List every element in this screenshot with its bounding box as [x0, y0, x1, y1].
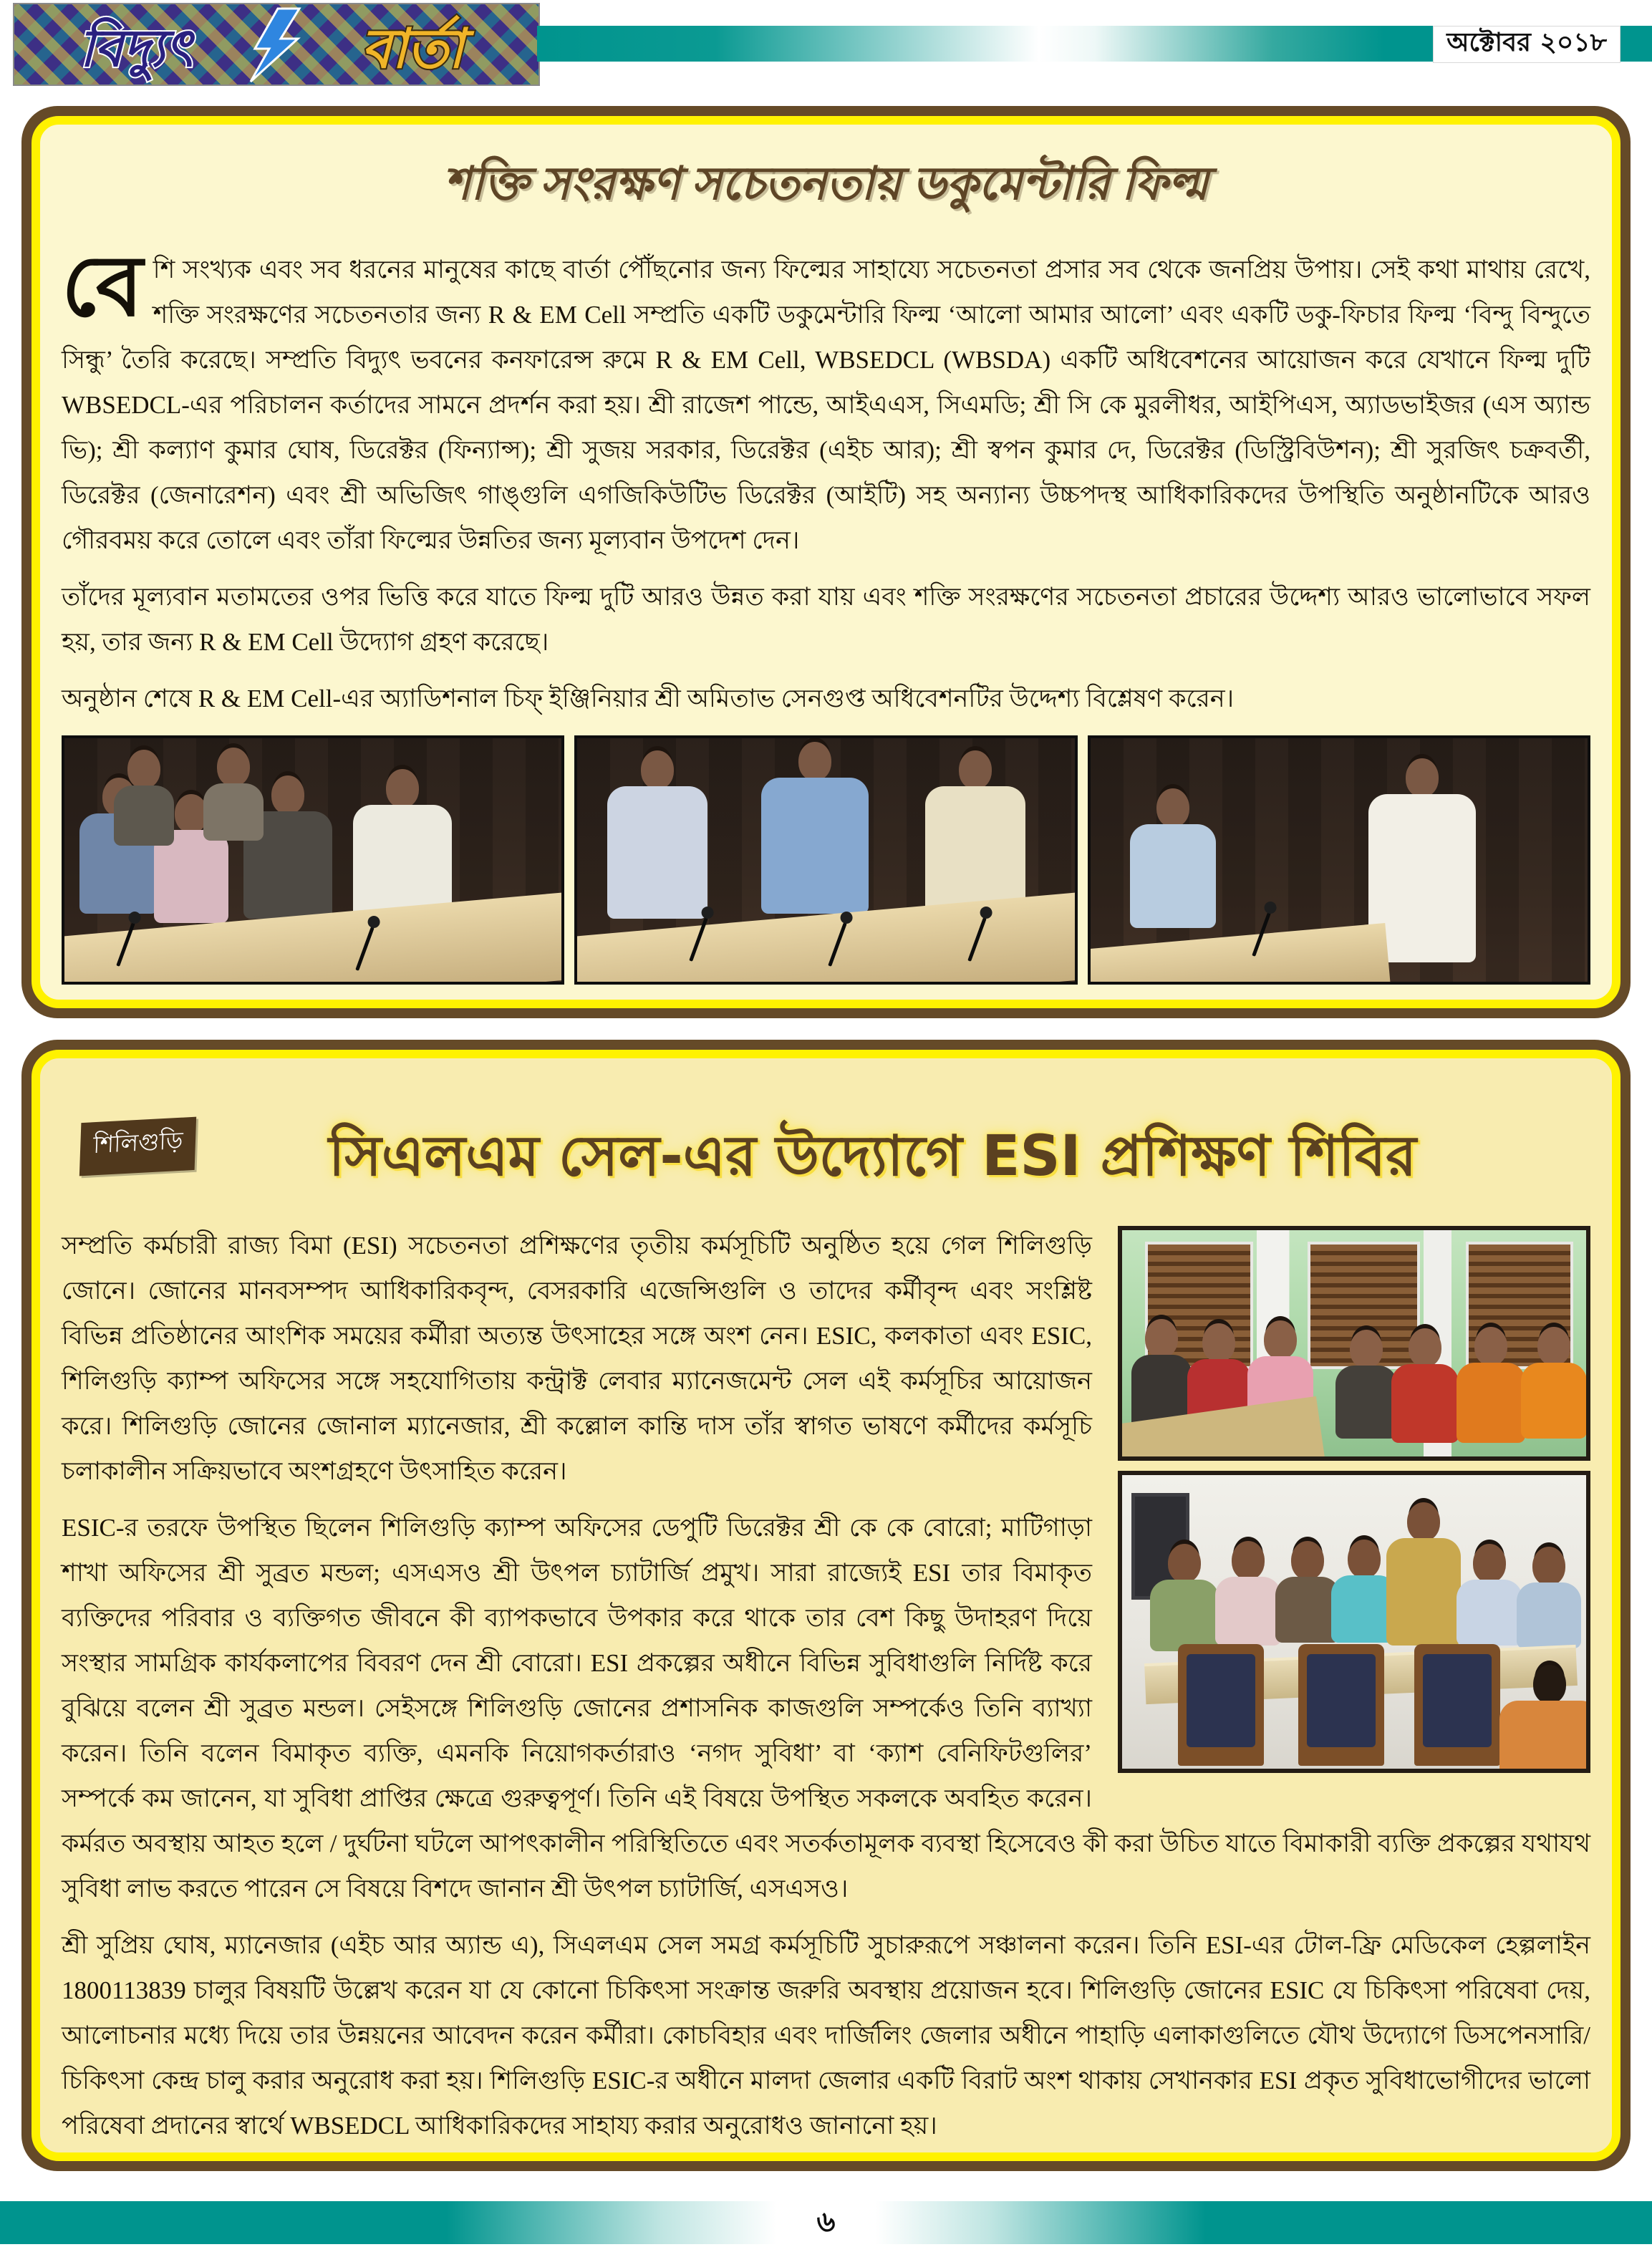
article1-body: [62, 240, 1590, 721]
article2-frame: [32, 1050, 1620, 2161]
attendee-figure: [1521, 1327, 1587, 1439]
article2-title: সিএলএম সেল-এর উদ্যোগে ESI প্রশিক্ষণ শিবির: [328, 1124, 1417, 1189]
panel-figure: [607, 750, 707, 919]
panel-figure: [761, 742, 869, 914]
dais-figure: [1517, 1547, 1581, 1648]
speaker-at-whiteboard-photo: [1088, 735, 1590, 985]
article1-paragraph-2: তাঁদের মূল্যবান মতামতের ওপর ভিত্তি করে যাতে ফিল্ম দুটি আরও উন্নত করা যায় এবং শক্তি সংরক্ষণের সচেতনতা প্রচারের উদ্দেশ্য আরও ভালোভাবে সফল হয়, তার জন্য R & EM Cell উদ্যোগ গ্রহণ করেছে।: [62, 583, 1590, 656]
attendee-figure: [1457, 1327, 1525, 1443]
article1-dropcap: বে: [62, 240, 143, 334]
article1-paragraph-3: অনুষ্ঠান শেষে R & EM Cell-এর অ্যাডিশনাল চিফ্ ইঞ্জিনিয়ার শ্রী অমিতাভ সেনগুপ্ত অধিবেশনটির উদ্দেশ্য বিশ্লেষণ করেন।: [62, 685, 1235, 712]
article-esi-training-camp: [21, 1040, 1631, 2171]
training-dais-photo: [1118, 1471, 1590, 1773]
conference-panel-photo: [574, 735, 1077, 985]
conference-table: [1088, 923, 1391, 985]
audience-figure: [353, 769, 452, 923]
dais-figure: [1215, 1541, 1281, 1646]
article1-photo-strip: [62, 735, 1590, 985]
chair: [1414, 1644, 1500, 1766]
article2-paragraph-3: শ্রী সুপ্রিয় ঘোষ, ম্যানেজার (এইচ আর অ্যান্ড এ), সিএলএম সেল সমগ্র কর্মসূচিটি সুচারুরূপে সঞ্চালনা করেন। তিনি ESI-এর টোল-ফ্রি মেডিকেল হেল্পলাইন 1800113839 চালুর বিষয়টি উল্লেখ করেন যা যে কোনো চিকিৎসা সংক্রান্ত জরুরি অবস্থায় প্রয়োজন হবে। শিলিগুড়ি জোনের ESIC যে চিকিৎসা পরিষেবা দেয়, আলোচনার মধ্যে দিয়ে তার উন্নয়নের আবেদন করেন কর্মীরা। কোচবিহার এবং দার্জিলিং জেলার অধীনে পাহাড়ি এলাকাগুলিতে যৌথ উদ্যোগে ডিসপেনসারি/চিকিৎসা কেন্দ্র চালু করার অনুরোধ করা হয়। শিলিগুড়ি ESIC-র অধীনে মালদা জেলার একটি বিরাট অংশ থাকায় সেখানকার ESI প্রকৃত সুবিধাভোগীদের ভালো পরিষেবা প্রদানের স্বার্থে WBSEDCL আধিকারিকদের সাহায্য করার অনুরোধও জানানো হয়।: [62, 1931, 1590, 2140]
dais-figure: [1457, 1544, 1522, 1646]
attendee-figure: [1391, 1328, 1459, 1443]
conference-audience-photo: [62, 735, 564, 985]
issue-date-box: [1433, 26, 1620, 63]
issue-date: অক্টোবর ২০১৮: [1446, 28, 1607, 57]
article1-paragraph-1: বেশি সংখ্যক এবং সব ধরনের মানুষের কাছে বার্তা পৌঁছনোর জন্য ফিল্মের সাহায্যে সচেতনতা প্রসার সব থেকে জনপ্রিয় উপায়। সেই কথা মাথায় রেখে, শক্তি সংরক্ষণের সচেতনতার জন্য R & EM Cell সম্প্রতি একটি ডকুমেন্টারি ফিল্ম ‘আলো আমার আলো’ এবং একটি ডকু-ফিচার ফিল্ম ‘বিন্দু বিন্দুতে সিন্ধু’ তৈরি করেছে। সম্প্রতি বিদ্যুৎ ভবনের কনফারেন্স রুমে R & EM Cell, WBSEDCL (WBSDA) একটি অধিবেশনের আয়োজন করে যেখানে ফিল্ম দুটি WBSEDCL-এর পরিচালন কর্তাদের সামনে প্রদর্শন করা হয়। শ্রী রাজেশ পান্ডে, আইএএস, সিএমডি; শ্রী সি কে মুরলীধর, আইপিএস, অ্যাডভাইজর (এস অ্যান্ড ভি); শ্রী কল্যাণ কুমার ঘোষ, ডিরেক্টর (ফিন্যান্স); শ্রী সুজয় সরকার, ডিরেক্টর (এইচ আর); শ্রী স্বপন কুমার দে, ডিরেক্টর (ডিস্ট্রিবিউশন); শ্রী সুরজিৎ চক্রবর্তী, ডিরেক্টর (জেনারেশন) এবং শ্রী অভিজিৎ গাঙ্গুলি এগজিকিউটিভ ডিরেক্টর (আইটি) সহ অন্যান্য উচ্চপদস্থ আধিকারিকদের উপস্থিতি অনুষ্ঠানটিকে আরও গৌরবময় করে তোলে এবং তাঁরা ফিল্মের উন্নতির জন্য মূল্যবান উপদেশ দেন।: [62, 240, 1590, 554]
article1-title: শক্তি সংরক্ষণ সচেতনতায় ডকুমেন্টারি ফিল্ম: [443, 158, 1209, 209]
foreground-figure: [1499, 1665, 1590, 1773]
location-tag: শিলিগুড়ি: [79, 1117, 197, 1176]
masthead-logo: [13, 3, 540, 86]
article2-paragraph-2: ESIC-র তরফে উপস্থিত ছিলেন শিলিগুড়ি ক্যাম্প অফিসের ডেপুটি ডিরেক্টর শ্রী কে কে বোরো; মাটিগাড়া শাখা অফিসের শ্রী সুব্রত মন্ডল; এসএসও শ্রী উৎপল চ্যাটার্জি প্রমুখ। সারা রাজ্যেই ESI তার বিমাকৃত ব্যক্তিদের পরিবার ও ব্যক্তিগত জীবনে কী ব্যাপকভাবে উপকার করে থাকে তার বেশ কিছু উদাহরণ দিয়ে সংস্থার সামগ্রিক কার্যকলাপের বিবরণ দেন শ্রী বোরো। ESI প্রকল্পের অধীনে বিভিন্ন সুবিধাগুলি নির্দিষ্ট করে বুঝিয়ে বলেন শ্রী সুব্রত মন্ডল। সেইসঙ্গে শিলিগুড়ি জোনের প্রশাসনিক কাজগুলি সম্পর্কেও তিনি ব্যাখ্যা করেন। তিনি বলেন বিমাকৃত ব্যক্তি, এমনকি নিয়োগকর্তারাও ‘নগদ সুবিধা’ বা ‘ক্যাশ বেনিফিটগুলির’ সম্পর্কে কম জানেন, যা সুবিধা প্রাপ্তির ক্ষেত্রে গুরুত্বপূর্ণ। তিনি এই বিষয়ে উপস্থিত সকলকে অবহিত করেন। কর্মরত অবস্থায় আহত হলে / দুর্ঘটনা ঘটলে আপৎকালীন পরিস্থিতিতে এবং সতর্কতামূলক ব্যবস্থা হিসেবেও কী করা উচিত যাতে বিমাকারী ব্যক্তি প্রকল্পের যথাযথ সুবিধা লাভ করতে পারেন সে বিষয়ে বিশদে জানান শ্রী উৎপল চ্যাটার্জি, এসএসও।: [62, 1514, 1590, 1903]
article2-header: [62, 1067, 1590, 1223]
panel-figure: [925, 750, 1025, 919]
article2-photo-column: [1118, 1226, 1590, 1773]
article-energy-documentary: [21, 106, 1631, 1018]
audience-figure: [114, 750, 174, 846]
attendee-figure: [1131, 1319, 1192, 1429]
audience-figure: [203, 748, 264, 841]
standing-speaker-figure: [1386, 1502, 1461, 1646]
seated-figure: [1130, 788, 1216, 928]
article1-frame: [32, 116, 1620, 1008]
footer-band: [0, 2201, 1652, 2244]
article2-paragraph-1: সম্প্রতি কর্মচারী রাজ্য বিমা (ESI) সচেতনতা প্রশিক্ষণের তৃতীয় কর্মসূচিটি অনুষ্ঠিত হয়ে গেল শিলিগুড়ি জোনে। জোনের মানবসম্পদ আধিকারিকবৃন্দ, বেসরকারি এজেন্সিগুলি ও তাদের কর্মীবৃন্দ এবং সংশ্লিষ্ট বিভিন্ন প্রতিষ্ঠানের আংশিক সময়ের কর্মীরা অত্যন্ত উৎসাহের সঙ্গে অংশ নেন। ESIC, কলকাতা এবং ESIC, শিলিগুড়ি ক্যাম্প অফিসের সঙ্গে সহযোগিতায় কন্ট্রাক্ট লেবার ম্যানেজমেন্ট সেল এই কর্মসূচির আয়োজন করে। শিলিগুড়ি জোনের জোনাল ম্যানেজার, শ্রী কল্লোল কান্তি দাস তাঁর স্বাগত ভাষণে কর্মীদের কর্মসূচি চলাকালীন সক্রিয়ভাবে অংশগ্রহণে উৎসাহিত করেন।: [62, 1232, 1092, 1485]
training-audience-photo: [1118, 1226, 1590, 1461]
dais-figure: [1275, 1541, 1340, 1643]
article2-body: [62, 1223, 1590, 2148]
logo-word-1: বিদ্যুৎ: [79, 20, 193, 77]
chair: [1298, 1644, 1384, 1766]
dais-figure: [1150, 1544, 1219, 1651]
logo-word-2: বার্তা: [361, 19, 464, 79]
chair: [1178, 1644, 1264, 1766]
attendee-figure: [1335, 1330, 1397, 1439]
lightning-icon: [251, 9, 299, 82]
page-number: ৬: [816, 2205, 836, 2238]
